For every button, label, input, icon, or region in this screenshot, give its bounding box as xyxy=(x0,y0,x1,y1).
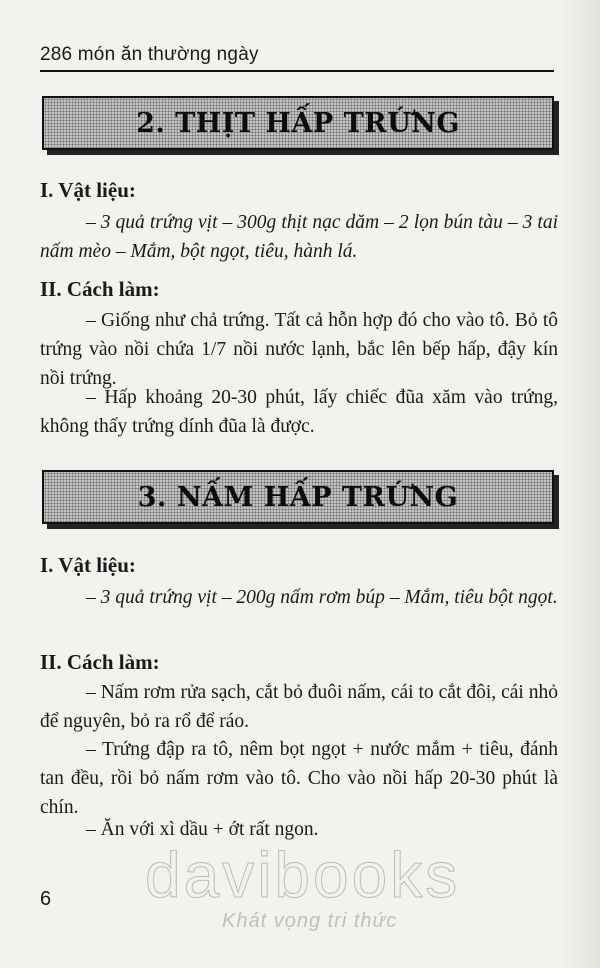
method-heading: II. Cách làm: xyxy=(40,650,160,674)
page-number: 6 xyxy=(40,888,52,910)
method-step: – Nấm rơm rửa sạch, cắt bỏ đuôi nấm, cái to cắt đôi, cái nhỏ để nguyên, bỏ ra rổ để ráo. xyxy=(40,682,558,732)
watermark-logo: davibooks xyxy=(145,839,461,911)
recipe-title: 2. THỊT HẤP TRỨNG xyxy=(136,107,460,139)
header-rule xyxy=(40,70,554,72)
ingredients-text: – 3 quả trứng vịt – 200g nấm rơm búp – Mắm, tiêu bột ngọt. xyxy=(86,587,558,608)
method-step: – Ăn với xì dầu + ớt rất ngon. xyxy=(86,819,319,840)
running-header: 286 món ăn thường ngày xyxy=(40,44,259,65)
method-step: – Hấp khoảng 20-30 phút, lấy chiếc đũa xăm vào trứng, không thấy trứng dính đũa là được. xyxy=(40,387,558,437)
method-step: – Trứng đập ra tô, nêm bọt ngọt + nước mắm + tiêu, đánh tan đều, rồi bỏ nấm rơm vào tô. Cho vào nồi hấp 20-30 phút là chín. xyxy=(40,739,558,818)
method-step: – Giống như chả trứng. Tất cả hỗn hợp đó cho vào tô. Bỏ tô trứng vào nồi chứa 1/7 nồi nước lạnh, bắc lên bếp hấp, đậy kín nồi trứng. xyxy=(40,310,558,389)
watermark-tagline: Khát vọng tri thức xyxy=(222,910,398,932)
recipe-title: 3. NẤM HẤP TRỨNG xyxy=(137,481,459,513)
method-heading: II. Cách làm: xyxy=(40,277,160,301)
ingredients-heading: I. Vật liệu: xyxy=(40,178,136,202)
page-edge-shadow xyxy=(560,0,600,968)
ingredients-heading: I. Vật liệu: xyxy=(40,553,136,577)
recipe-title-box xyxy=(42,96,554,150)
recipe-title-box xyxy=(42,470,554,524)
ingredients-text: – 3 quả trứng vịt – 300g thịt nạc dăm – 2 lọn bún tàu – 3 tai nấm mèo – Mắm, bột ngọt, tiêu, hành lá. xyxy=(40,212,558,262)
